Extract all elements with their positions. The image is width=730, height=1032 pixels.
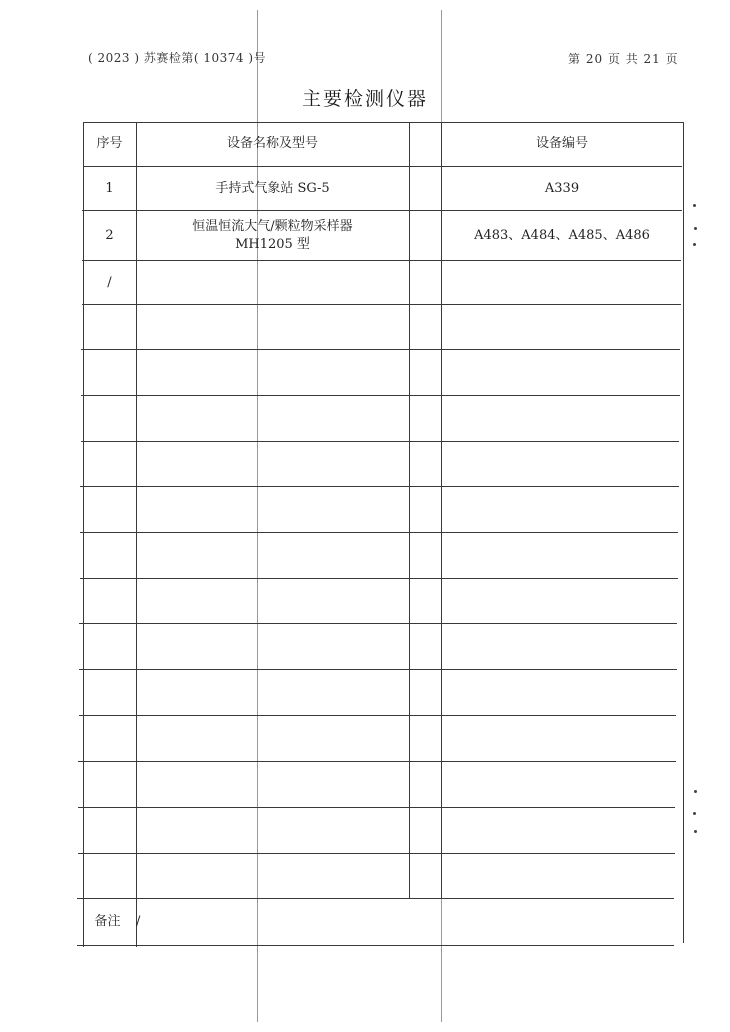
table-border-right — [683, 122, 684, 943]
remarks-label: 备注 — [94, 913, 121, 929]
table-row-border — [79, 669, 677, 670]
equipment-name-line: 恒温恒流大气/颗粒物采样器 — [192, 219, 353, 234]
row-number: / — [107, 275, 112, 290]
equipment-name-line: 手持式气象站 SG-5 — [215, 180, 330, 196]
scan-speck — [694, 830, 697, 833]
table-row-border — [81, 349, 680, 350]
scan-speck — [694, 790, 697, 793]
scan-speck — [693, 204, 696, 207]
remarks-value: / — [136, 913, 141, 929]
table-row-border — [81, 441, 679, 442]
column-divider — [409, 122, 410, 898]
table-row-border — [78, 853, 675, 854]
page-title: 主要检测仪器 — [301, 88, 428, 110]
table-row-border — [80, 532, 678, 533]
scan-speck — [693, 243, 696, 246]
equipment-code — [441, 261, 683, 305]
table-row-border — [78, 761, 676, 762]
table-row-border — [81, 395, 680, 396]
document-number: ( 2023 ) 苏赛检第( 10374 )号 — [88, 51, 267, 65]
column-header-code: 设备编号 — [535, 136, 588, 151]
equipment-name — [136, 261, 409, 305]
table-row-border — [78, 807, 675, 808]
column-header-no: 序号 — [96, 136, 123, 151]
equipment-code: A339 — [544, 180, 580, 196]
table-row-border — [79, 623, 677, 624]
page-info: 第 20 页 共 21 页 — [568, 52, 679, 66]
scan-speck — [694, 227, 697, 230]
table-row-border — [79, 715, 676, 716]
table-row-border — [77, 945, 674, 946]
row-number: 2 — [105, 228, 114, 243]
scan-speck — [693, 812, 696, 815]
equipment-name — [136, 211, 409, 261]
column-header-name: 设备名称及型号 — [226, 136, 318, 151]
equipment-name — [136, 166, 409, 211]
equipment-model-line: MH1205 型 — [235, 237, 310, 252]
row-number: 1 — [105, 180, 114, 196]
equipment-code: A483、A484、A485、A486 — [474, 228, 650, 243]
table-row-border — [80, 578, 678, 579]
table-row-border — [80, 486, 679, 487]
